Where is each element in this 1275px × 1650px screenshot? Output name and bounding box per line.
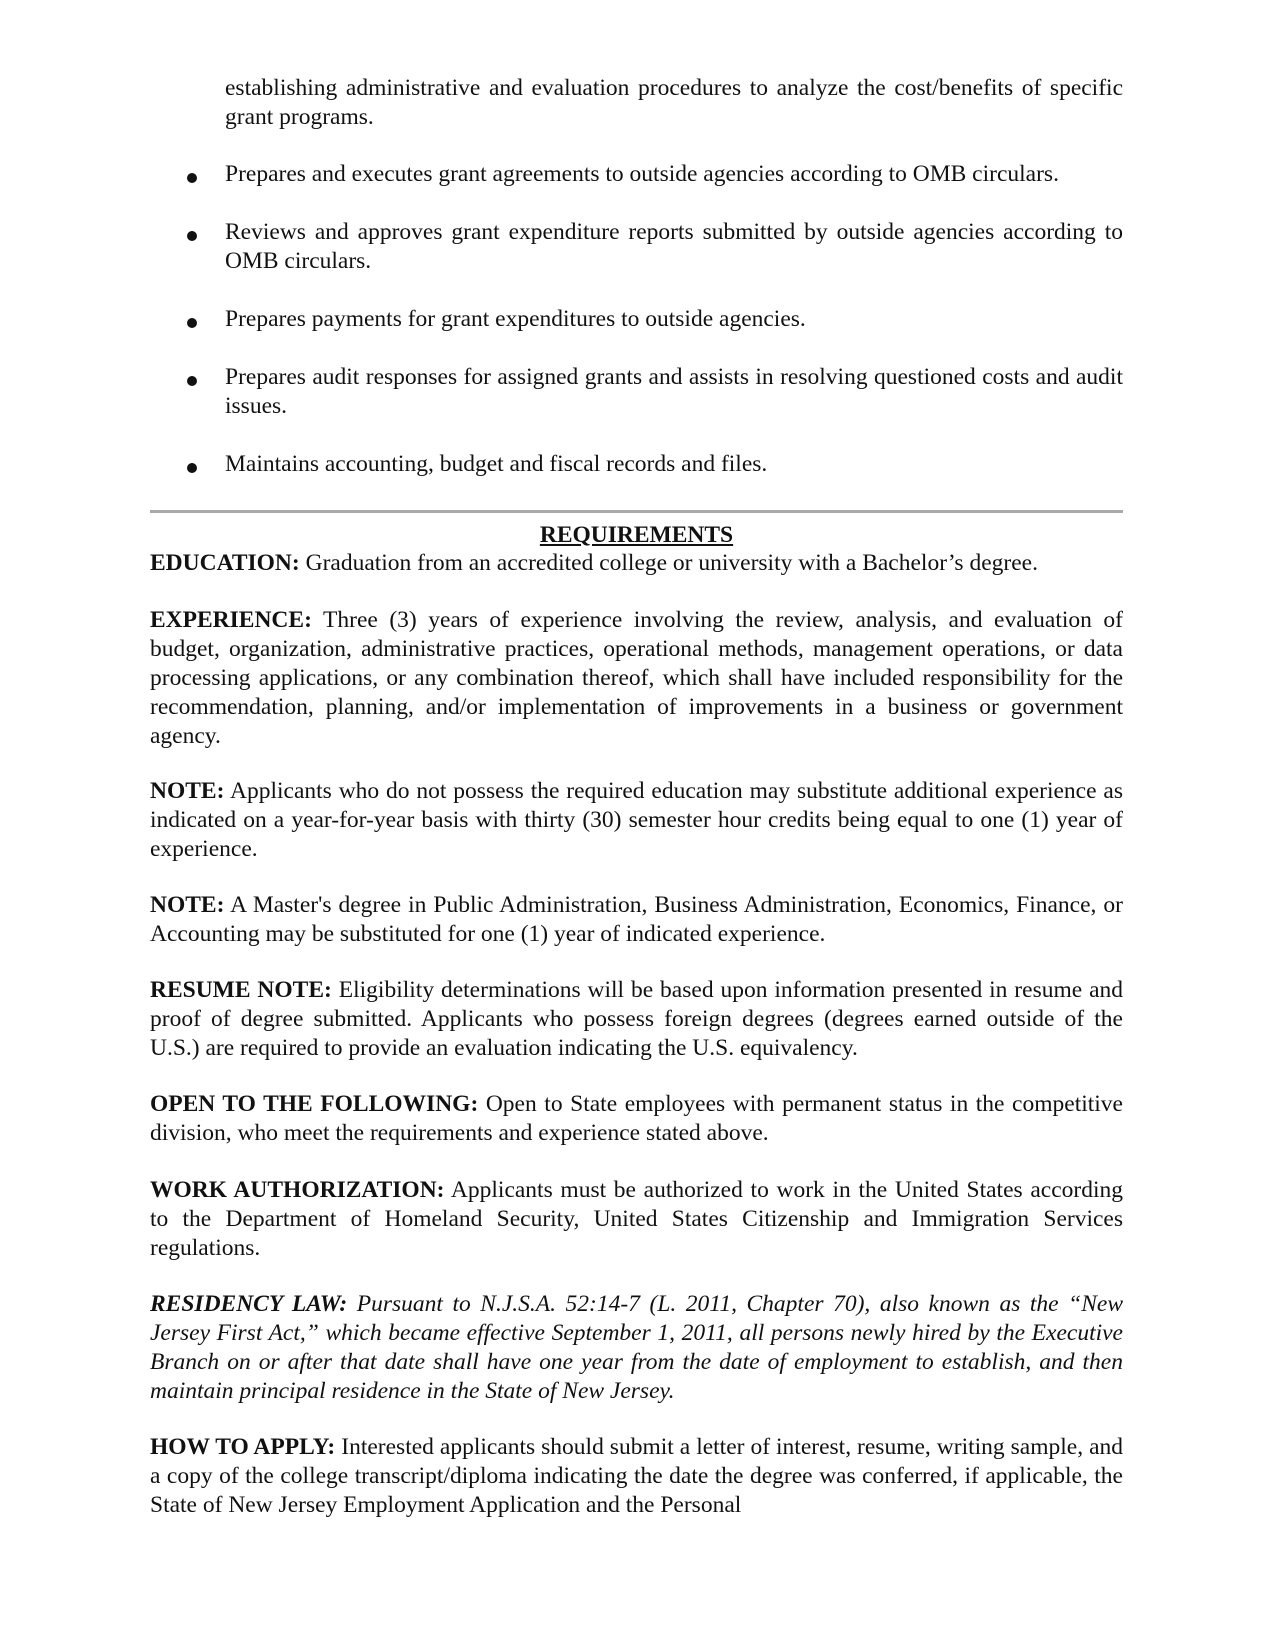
requirements-heading: REQUIREMENTS <box>539 522 734 548</box>
resume-note-text: Eligibility determinations will be based upon information presented in resume and proof of degree submitted. Applicants who possess foreign degrees (degrees earned outside of the U.S.) are required to provide an evaluation indicating the U.S. equivalency. <box>150 977 1123 1061</box>
work-authorization-label: WORK AUTHORIZATION: <box>150 1177 445 1203</box>
resume-note-paragraph <box>150 976 1123 1063</box>
duty-item: Prepares and executes grant agreements to outside agencies according to OMB circulars. <box>225 161 1059 187</box>
duty-item: Maintains accounting, budget and fiscal records and files. <box>225 451 768 477</box>
how-to-apply-label: HOW TO APPLY: <box>150 1434 336 1460</box>
education-label: EDUCATION: <box>150 550 300 576</box>
bullet-icon <box>187 463 197 473</box>
note-text: A Master's degree in Public Administration, Business Administration, Economics, Finance, or Accounting may be substituted for one (1) year of indicated experience. <box>150 892 1123 947</box>
experience-text: Three (3) years of experience involving the review, analysis, and evaluation of budget, organization, administrative practices, operational methods, management operations, or data processing applications, or any combination thereof, which shall have included responsibility for the recommendation, planning, and/or implementation of improvements in a business or government agency. <box>150 607 1123 749</box>
work-authorization-text: Applicants must be authorized to work in the United States according to the Department of Homeland Security, United States Citizenship and Immigration Services regulations. <box>150 1177 1123 1261</box>
note-label: NOTE: <box>150 778 225 804</box>
bullet-icon <box>187 231 197 241</box>
section-divider <box>150 510 1123 513</box>
education-text: Graduation from an accredited college or university with a Bachelor’s degree. <box>299 550 1038 576</box>
how-to-apply-paragraph <box>150 1433 1123 1520</box>
duty-item: Reviews and approves grant expenditure reports submitted by outside agencies according to OMB circulars. <box>225 219 1123 274</box>
duty-continuation: establishing administrative and evaluation procedures to analyze the cost/benefits of specific grant programs. <box>225 75 1123 130</box>
experience-paragraph <box>150 606 1123 751</box>
experience-label: EXPERIENCE: <box>150 607 312 633</box>
note-education-substitution <box>150 777 1123 864</box>
residency-law-text: Pursuant to N.J.S.A. 52:14-7 (L. 2011, Chapter 70), also known as the “New Jersey First Act,” which became effective September 1, 2011, all persons newly hired by the Executive Branch on or after that date shall have one year from the date of employment to establish, and then maintain principal residence in the State of New Jersey. <box>150 1291 1123 1404</box>
how-to-apply-text: Interested applicants should submit a letter of interest, resume, writing sample, and a copy of the college transcript/diploma indicating the date the degree was conferred, if applicable, the State of New Jersey Employment Application and the Personal <box>150 1434 1124 1518</box>
open-to-paragraph <box>150 1090 1123 1148</box>
note-label: NOTE: <box>150 892 225 918</box>
duty-item: Prepares audit responses for assigned grants and assists in resolving questioned costs and audit issues. <box>225 364 1123 419</box>
work-authorization-paragraph <box>150 1176 1123 1263</box>
residency-law-paragraph <box>150 1290 1123 1406</box>
education-paragraph <box>150 549 1123 578</box>
open-to-text: Open to State employees with permanent status in the competitive division, who meet the requirements and experience stated above. <box>150 1091 1123 1146</box>
duty-item: Prepares payments for grant expenditures to outside agencies. <box>225 306 806 332</box>
bullet-icon <box>187 376 197 386</box>
note-masters-substitution <box>150 891 1123 949</box>
note-text: Applicants who do not possess the required education may substitute additional experience as indicated on a year-for-year basis with thirty (30) semester hour credits being equal to one (1) year of experience. <box>150 778 1123 862</box>
bullet-icon <box>187 173 197 183</box>
residency-law-label: RESIDENCY LAW: <box>150 1291 348 1317</box>
resume-note-label: RESUME NOTE: <box>150 977 332 1003</box>
open-to-label: OPEN TO THE FOLLOWING: <box>150 1091 479 1117</box>
bullet-icon <box>187 318 197 328</box>
